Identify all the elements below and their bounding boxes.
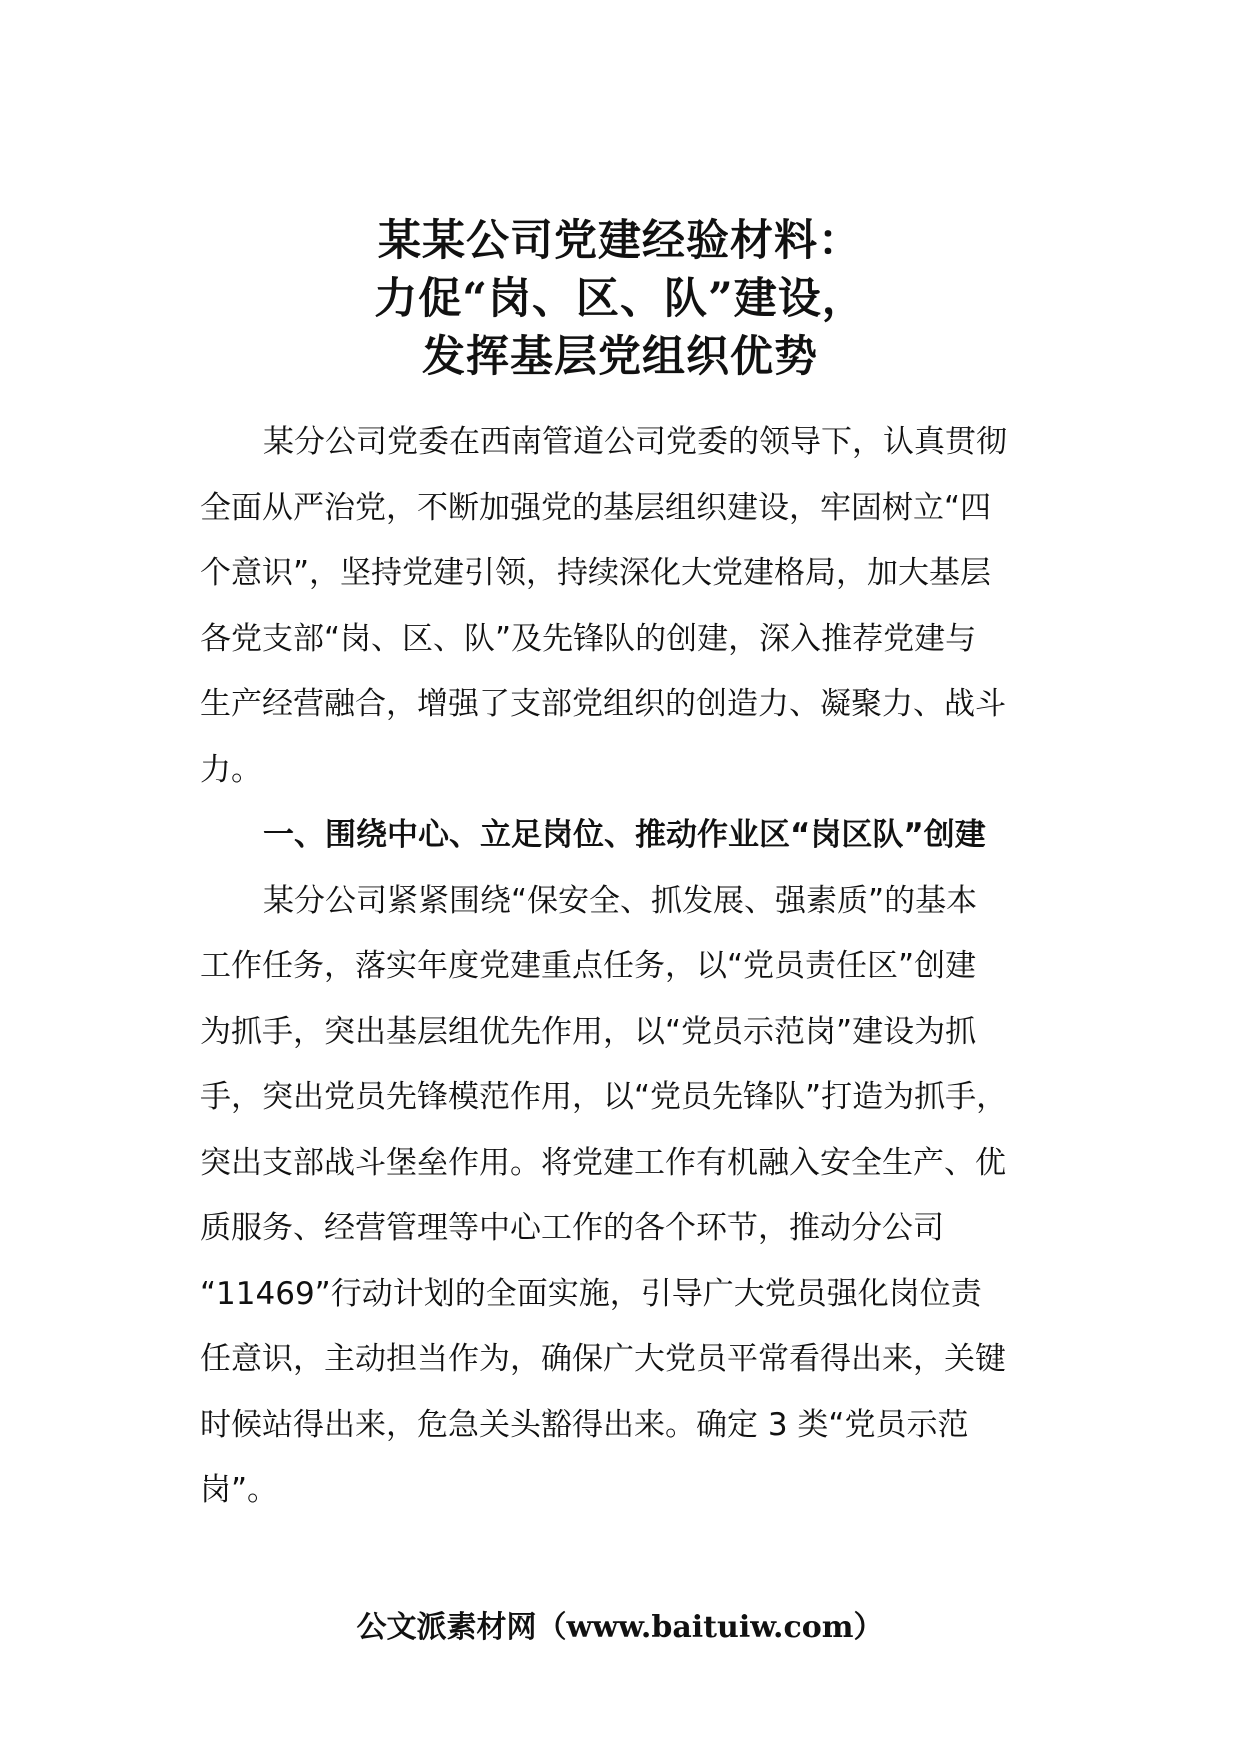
paragraph-line: 突出支部战斗堡垒作用。将党建工作有机融入安全生产、优	[200, 1144, 1006, 1181]
paragraph-line: 全面从严治党，不断加强党的基层组织建设，牢固树立“四	[200, 489, 992, 526]
section-paragraph	[200, 869, 1100, 1524]
section-heading: 一、围绕中心、立足岗位、推动作业区“岗区队”创建	[263, 817, 986, 853]
paragraph-line: 工作任务，落实年度党建重点任务，以“党员责任区”创建	[200, 948, 977, 984]
title-line-2: 力促“岗、区、队”建设，	[374, 274, 866, 324]
paragraph-line: 某分公司紧紧围绕“保安全、抓发展、强素质”的基本	[263, 882, 978, 919]
intro-paragraph	[200, 410, 1100, 803]
paragraph-line: 生产经营融合，增强了支部党组织的创造力、凝聚力、战斗	[200, 686, 1006, 722]
paragraph-line: 时候站得出来，危急关头豁得出来。确定 3 类“党员示范	[200, 1406, 969, 1443]
document-title	[0, 212, 1240, 386]
paragraph-line: 某分公司党委在西南管道公司党委的领导下，认真贯彻	[263, 424, 1007, 460]
paragraph-line: 质服务、经营管理等中心工作的各个环节，推动分公司	[200, 1210, 944, 1246]
paragraph-line: 为抓手，突出基层组优先作用，以“党员示范岗”建设为抓	[200, 1013, 977, 1050]
footer-source: 公文派素材网（www.baituiw.com）	[356, 1610, 884, 1645]
paragraph-line: 个意识”，坚持党建引领，持续深化大党建格局，加大基层	[200, 555, 992, 591]
paragraph-line: 各党支部“岗、区、队”及先锋队的创建，深入推荐党建与	[200, 620, 977, 657]
paragraph-line: “11469”行动计划的全面实施，引导广大党员强化岗位责	[200, 1275, 982, 1312]
paragraph-line: 岗”。	[200, 1472, 279, 1508]
paragraph-line: 力。	[200, 751, 262, 788]
title-line-1: 某某公司党建经验材料：	[378, 216, 862, 266]
title-line-3: 发挥基层党组织优势	[422, 332, 818, 382]
paragraph-line: 手，突出党员先锋模范作用，以“党员先锋队”打造为抓手，	[200, 1079, 1008, 1115]
paragraph-line: 任意识，主动担当作为，确保广大党员平常看得出来，关键	[200, 1341, 1006, 1377]
document-body	[200, 410, 1100, 1524]
